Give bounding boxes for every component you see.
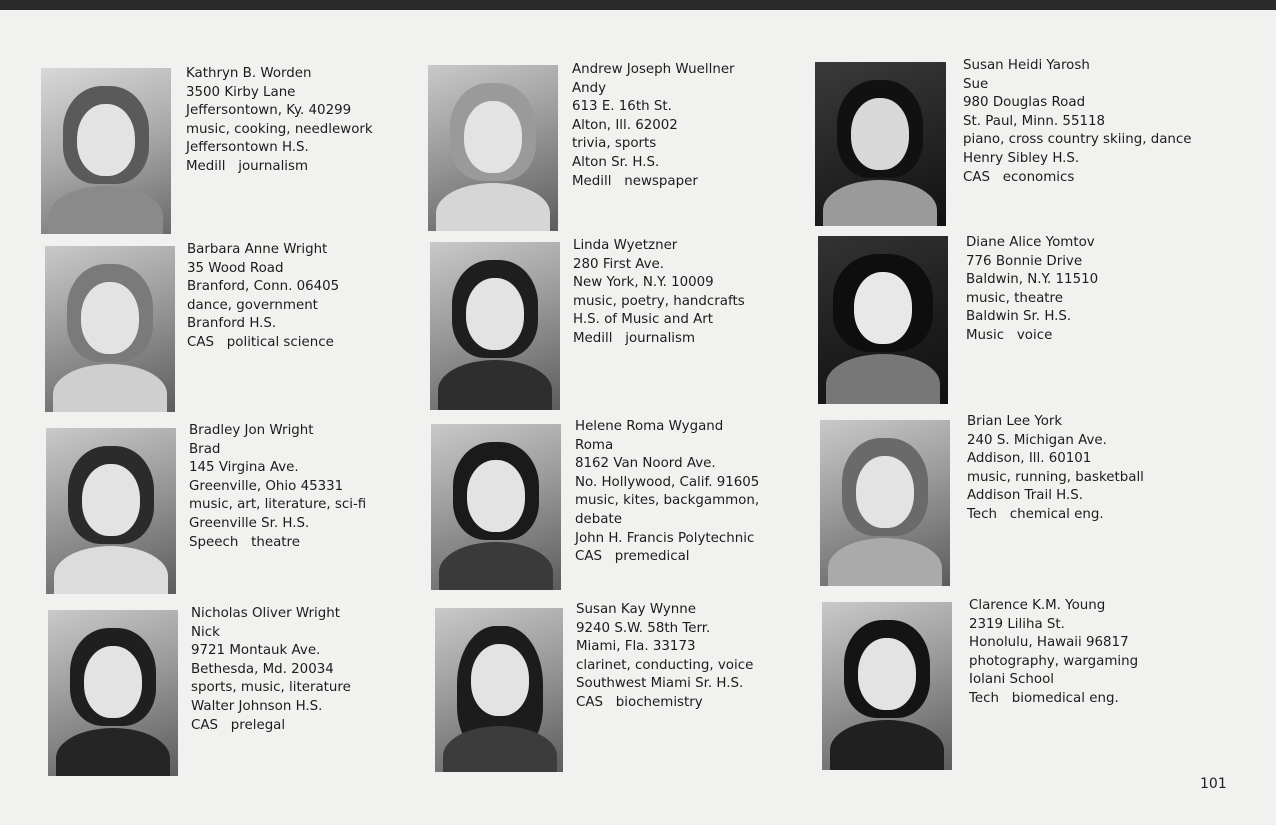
student-name: Brian Lee York	[967, 414, 1063, 429]
student-program: Medill newspaper	[572, 173, 698, 189]
student-nickname: Brad	[189, 441, 221, 457]
student-nickname: Sue	[963, 76, 989, 92]
student-name: Clarence K.M. Young	[969, 598, 1106, 613]
student-street: 980 Douglas Road	[963, 95, 1086, 111]
student-nickname: Roma	[575, 437, 614, 453]
student-photo	[431, 424, 561, 590]
student-program: CAS biochemistry	[576, 694, 703, 710]
student-city: No. Hollywood, Calif. 91605	[575, 474, 760, 490]
student-info	[186, 65, 373, 177]
student-interests-continued: debate	[575, 511, 622, 527]
student-high-school: H.S. of Music and Art	[573, 312, 713, 328]
student-interests: music, kites, backgammon,	[575, 493, 760, 509]
student-program: Speech theatre	[189, 534, 300, 550]
student-program: CAS premedical	[575, 549, 690, 565]
student-high-school: Iolani School	[969, 672, 1054, 688]
student-high-school: Baldwin Sr. H.S.	[966, 309, 1072, 325]
student-street: 145 Virgina Ave.	[189, 460, 299, 476]
student-info	[967, 413, 1144, 525]
student-high-school: Walter Johnson H.S.	[191, 698, 323, 714]
student-interests: dance, government	[187, 297, 318, 313]
student-photo	[48, 610, 178, 776]
student-city: Greenville, Ohio 45331	[189, 478, 344, 494]
student-interests: music, theatre	[966, 290, 1063, 306]
student-photo	[430, 242, 560, 410]
student-name: Diane Alice Yomtov	[966, 235, 1095, 250]
student-name: Helene Roma Wygand	[575, 419, 724, 434]
student-city: Baldwin, N.Y. 11510	[966, 272, 1099, 288]
student-photo	[818, 236, 948, 404]
student-photo	[46, 428, 176, 594]
student-city: Miami, Fla. 33173	[576, 639, 696, 655]
student-high-school: Branford H.S.	[187, 316, 277, 332]
student-interests: sports, music, literature	[191, 680, 351, 696]
student-info	[575, 418, 759, 567]
student-photo	[820, 420, 950, 586]
student-program: Medill journalism	[573, 330, 696, 346]
student-interests: music, running, basketball	[967, 469, 1144, 485]
student-info	[187, 241, 339, 353]
student-info	[191, 605, 351, 735]
student-photo	[815, 62, 946, 226]
student-photo	[428, 65, 558, 231]
student-info	[189, 422, 366, 552]
student-high-school: John H. Francis Polytechnic	[575, 530, 755, 546]
student-high-school: Henry Sibley H.S.	[963, 150, 1080, 166]
student-program: Tech biomedical eng.	[969, 690, 1119, 706]
student-high-school: Greenville Sr. H.S.	[189, 515, 310, 531]
student-info	[963, 57, 1192, 187]
student-interests: clarinet, conducting, voice	[576, 657, 754, 673]
student-street: 3500 Kirby Lane	[186, 84, 296, 100]
student-interests: trivia, sports	[572, 136, 657, 152]
student-nickname: Andy	[572, 80, 607, 96]
student-name: Kathryn B. Worden	[186, 66, 312, 81]
student-nickname: Nick	[191, 624, 220, 640]
student-name: Nicholas Oliver Wright	[191, 606, 340, 621]
student-high-school: Southwest Miami Sr. H.S.	[576, 676, 744, 692]
student-city: Branford, Conn. 06405	[187, 279, 340, 295]
student-street: 613 E. 16th St.	[572, 99, 672, 115]
student-street: 8162 Van Noord Ave.	[575, 456, 716, 472]
student-city: Jeffersontown, Ky. 40299	[186, 103, 352, 119]
student-program: Medill journalism	[186, 158, 309, 174]
student-city: Alton, Ill. 62002	[572, 117, 678, 133]
student-street: 2319 Liliha St.	[969, 616, 1065, 632]
student-high-school: Addison Trail H.S.	[967, 488, 1084, 504]
student-street: 35 Wood Road	[187, 260, 284, 276]
student-street: 9721 Montauk Ave.	[191, 643, 321, 659]
student-interests: music, cooking, needlework	[186, 121, 373, 137]
student-info	[573, 237, 745, 349]
student-program: Music voice	[966, 327, 1053, 343]
student-photo	[435, 608, 563, 772]
student-street: 280 First Ave.	[573, 256, 665, 272]
student-city: Addison, Ill. 60101	[967, 451, 1092, 467]
student-high-school: Jeffersontown H.S.	[186, 140, 309, 156]
student-city: Bethesda, Md. 20034	[191, 661, 334, 677]
student-program: CAS prelegal	[191, 717, 286, 733]
student-high-school: Alton Sr. H.S.	[572, 154, 660, 170]
page-number: 101	[1200, 776, 1227, 792]
student-interests: music, art, literature, sci-fi	[189, 497, 367, 513]
student-street: 9240 S.W. 58th Terr.	[576, 620, 711, 636]
student-info	[576, 601, 753, 713]
student-info	[966, 234, 1098, 346]
student-program: CAS political science	[187, 334, 334, 350]
student-photo	[45, 246, 175, 412]
student-program: CAS economics	[963, 169, 1075, 185]
student-interests: piano, cross country skiing, dance	[963, 132, 1192, 148]
student-name: Bradley Jon Wright	[189, 423, 314, 438]
student-city: St. Paul, Minn. 55118	[963, 113, 1106, 129]
student-city: Honolulu, Hawaii 96817	[969, 635, 1129, 651]
student-name: Andrew Joseph Wuellner	[572, 62, 735, 77]
student-name: Linda Wyetzner	[573, 238, 678, 253]
yearbook-page	[0, 10, 1276, 825]
student-photo	[822, 602, 952, 770]
student-interests: photography, wargaming	[969, 653, 1139, 669]
student-name: Barbara Anne Wright	[187, 242, 328, 257]
student-photo	[41, 68, 171, 234]
student-interests: music, poetry, handcrafts	[573, 293, 745, 309]
student-street: 240 S. Michigan Ave.	[967, 432, 1107, 448]
student-city: New York, N.Y. 10009	[573, 275, 714, 291]
student-name: Susan Kay Wynne	[576, 602, 696, 617]
student-program: Tech chemical eng.	[967, 506, 1104, 522]
student-street: 776 Bonnie Drive	[966, 253, 1083, 269]
student-info	[572, 61, 735, 191]
student-info	[969, 597, 1138, 709]
student-name: Susan Heidi Yarosh	[963, 58, 1090, 73]
